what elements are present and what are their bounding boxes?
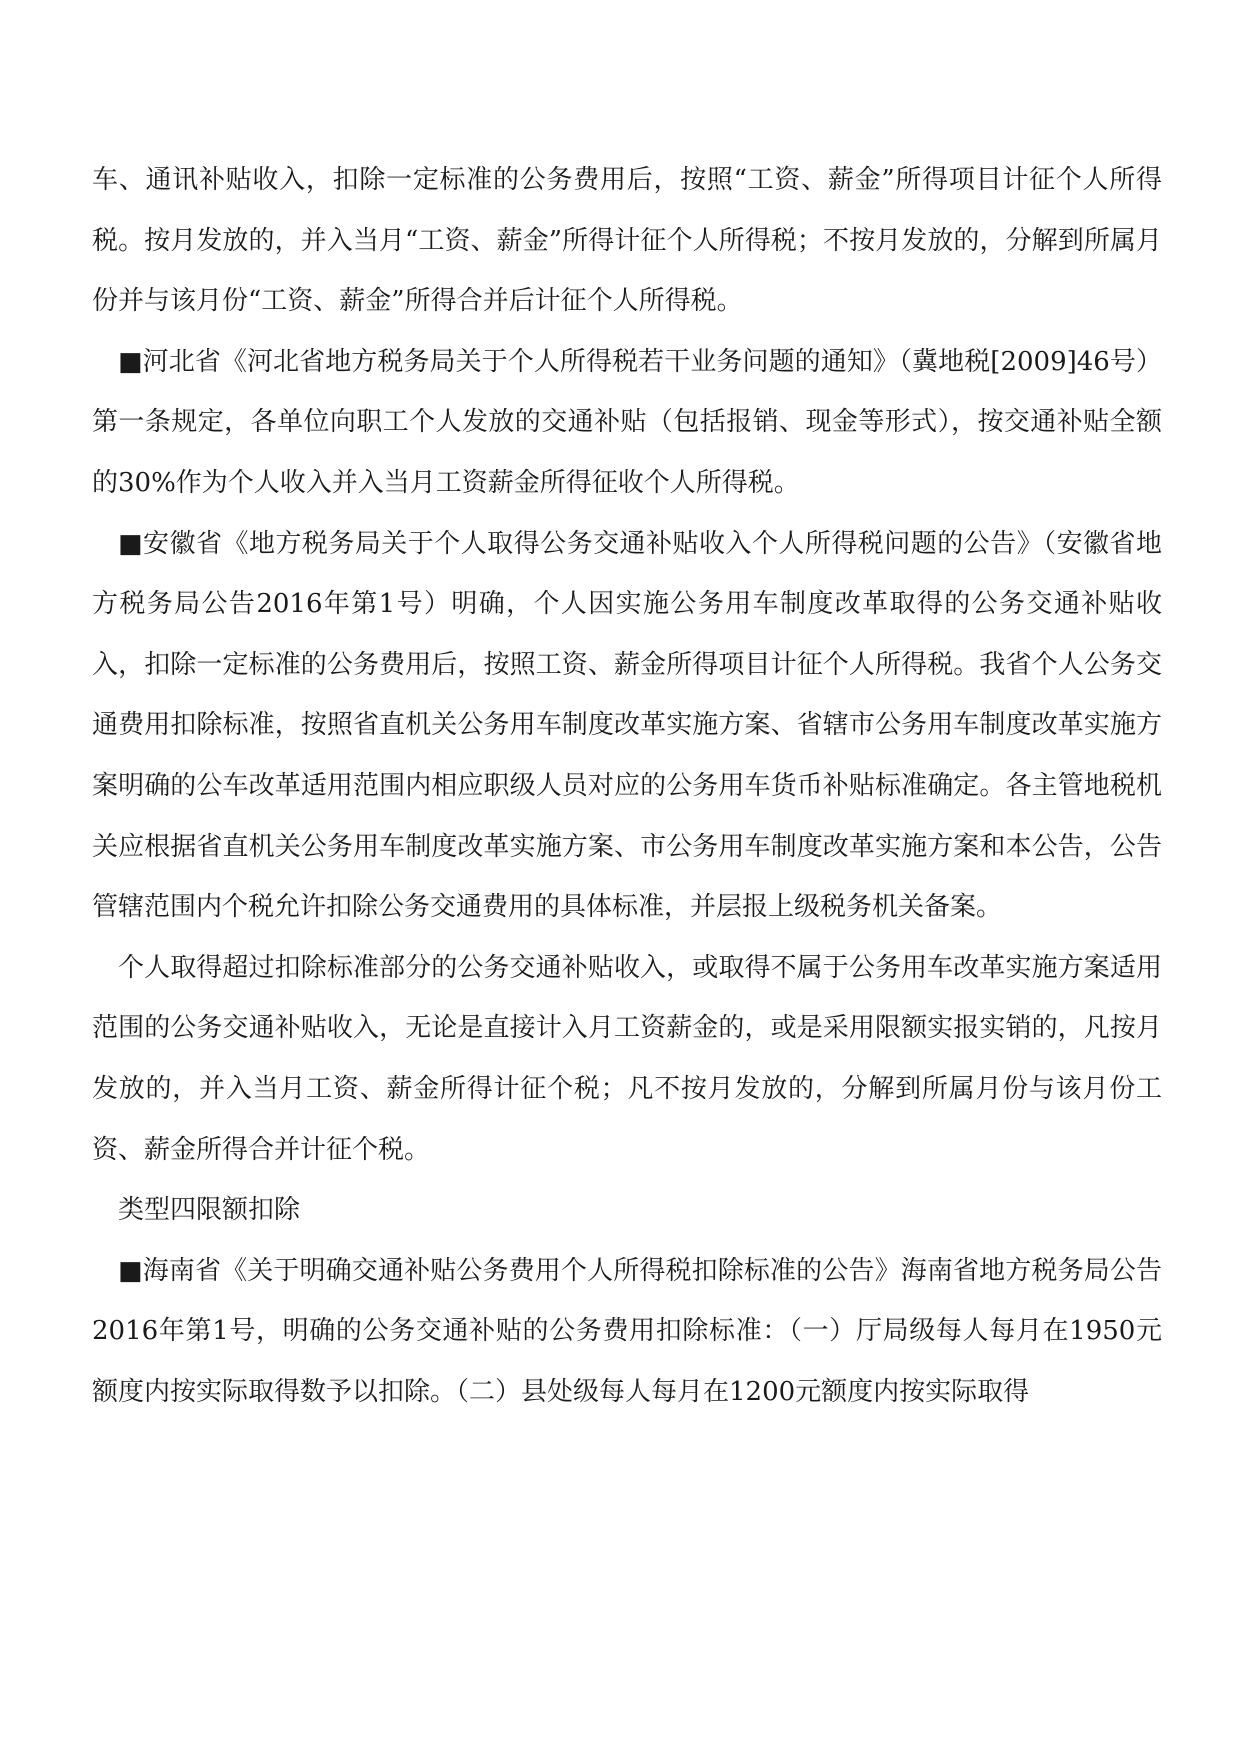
paragraph-text: 安徽省《地方税务局关于个人取得公务交通补贴收入个人所得税问题的公告》（安徽省地方税务局公告2016年第1号）明确，个人因实施公务用车制度改革取得的公务交通补贴收入，扣除一定标准的公务费用后，按照工资、薪金所得项目计征个人所得税。我省个人公务交通费用扣除标准，按照省直机关公务用车制度改革实施方案、省辖市公务用车制度改革实施方案明确的公车改革适用范围内相应职级人员对应的公务用车货币补贴标准确定。各主管地税机关应根据省直机关公务用车制度改革实施方案、市公务用车制度改革实施方案和本公告，公告管辖范围内个税允许扣除公务交通费用的具体标准，并层报上级税务机关备案。 bbox=[92, 528, 1162, 923]
document-body bbox=[92, 150, 1162, 1422]
paragraph-excess-subsidy: 个人取得超过扣除标准部分的公务交通补贴收入，或取得不属于公务用车改革实施方案适用范围的公务交通补贴收入，无论是直接计入月工资薪金的，或是采用限额实报实销的，凡按月发放的，并入当月工资、薪金所得计征个税；凡不按月发放的，分解到所属月份与该月份工资、薪金所得合并计征个税。 bbox=[92, 952, 1162, 1165]
square-bullet-icon: ■ bbox=[118, 528, 143, 559]
section-heading-type-four: 类型四限额扣除 bbox=[118, 1195, 301, 1226]
paragraph-hainan bbox=[92, 1241, 1162, 1423]
square-bullet-icon: ■ bbox=[118, 1255, 143, 1286]
paragraph-text: 海南省《关于明确交通补贴公务费用个人所得税扣除标准的公告》海南省地方税务局公告2016年第1号，明确的公务交通补贴的公务费用扣除标准：（一）厅局级每人每月在1950元额度内按实际取得数予以扣除。（二）县处级每人每月在1200元额度内按实际取得 bbox=[92, 1255, 1162, 1407]
paragraph-continuation: 车、通讯补贴收入，扣除一定标准的公务费用后，按照“工资、薪金”所得项目计征个人所得税。按月发放的，并入当月“工资、薪金”所得计征个人所得税；不按月发放的，分解到所属月份并与该月份“工资、薪金”所得合并后计征个人所得税。 bbox=[92, 165, 1162, 317]
paragraph-anhui bbox=[92, 514, 1162, 938]
square-bullet-icon: ■ bbox=[118, 346, 143, 377]
paragraph-hebei bbox=[92, 332, 1162, 514]
paragraph-text: 河北省《河北省地方税务局关于个人所得税若干业务问题的通知》（冀地税[2009]46号）第一条规定，各单位向职工个人发放的交通补贴（包括报销、现金等形式），按交通补贴全额的30%作为个人收入并入当月工资薪金所得征收个人所得税。 bbox=[92, 346, 1162, 498]
